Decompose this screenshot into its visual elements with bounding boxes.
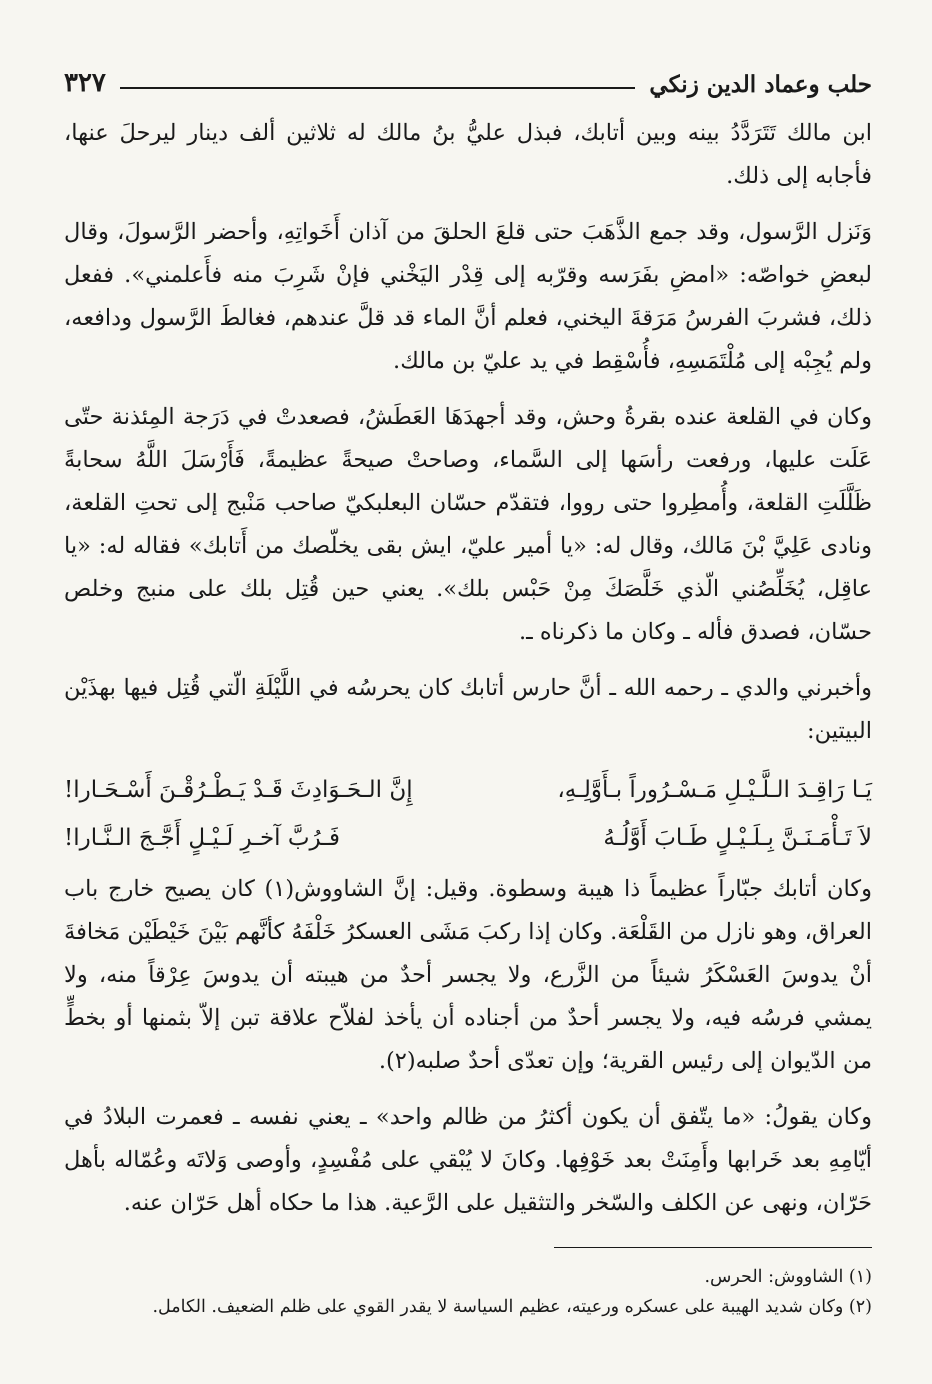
main-text [64, 112, 872, 1225]
verse-second-hemistich: إِنَّ الـحَـوَادِثَ قَـدْ يَـطْـرُقْـنَ أَسْـحَـارا! [64, 777, 413, 803]
paragraph: وكان في القلعة عنده بقرةُ وحش، وقد أجهدَهَا العَطَشُ، فصعدتْ في دَرَجة المِئذنة حتّى عَلَت عليها، ورفعت رأسَها إلى السَّماء، وصاحتْ صيحةً عظيمةً، فَأَرْسَلَ اللَّهُ سحابةً ظَلَّلَتِ القلعة، وأُمطِروا حتى رووا، فتقدّم حسّان البعلبكيّ صاحب مَنْبج إلى تحتِ القلعة، ونادى عَلِيَّ بْنَ مَالك، وقال له: «يا أمير عليّ، ايش بقى يخلّصك من أَتابك» فقاله له: «يا عاقِل، يُخَلِّصُني الّذي خَلَّصَكَ مِنْ حَبْس بلك». يعني حين قُتِل بلك على منبج وخلص حسّان، فصدق فأله ـ وكان ما ذكرناه ـ. [64, 404, 872, 645]
running-title: حلب وعماد الدين زنكي [649, 71, 872, 98]
verse-first-hemistich: يَـا رَاقِـدَ الـلَّـيْـلِ مَـسْـرُوراً بـأَوَّلِـهِ، [557, 777, 872, 803]
verse-line [64, 814, 872, 862]
paragraph: وكان أتابك جبّاراً عظيماً ذا هيبة وسطوة. وقيل: إنَّ الشاووش(١) كان يصيح خارج باب العراق، وهو نازل من القَلْعَة. وكان إذا ركبَ مَشَى العسكرُ خَلْفَهُ كأنَّهم بَيْنَ خَيْطَيْن مَخافةَ أنْ يدوسَ العَسْكَرُ شيئاً من الزَّرع، ولا يجسر أحدٌ من هيبته أن يدوسَ عِرْقاً منه، ولا يمشي فرسُه فيه، ولا يجسر أحدٌ من أجناده أن يأخذ لفلاّح علاقة تبن إلاّ بثمنها أو بخطٍّ من الدّيوان إلى رئيس القرية؛ وإن تعدّى أحدٌ صلبه(٢). [64, 876, 872, 1074]
paragraph: وَنَزل الرَّسول، وقد جمع الذَّهَبَ حتى قلعَ الحلقَ من آذان أَخَواتِهِ، وأحضر الرَّسولَ، وقال لبعضِ خواصّه: «امضِ بفَرَسه وقرّبه إلى قِدْر اليَخْني فإنْ شَرِبَ منه فأَعلمني». ففعل ذلك، فشربَ الفرسُ مَرَقةَ اليخني، فعلم أنَّ الماء قد قلَّ عندهم، فغالطَ الرَّسول ودافعه، ولم يُجِبْه إلى مُلْتَمَسِهِ، فأُسْقِط في يد عليّ بن مالك. [64, 219, 872, 374]
verse-first-hemistich: لاَ تَـأْمَـنَـنَّ بِـلَـيْـلٍ طَـابَ أَوَّلُـهُ [603, 825, 872, 851]
verse-line [64, 766, 872, 814]
footnotes [64, 1262, 872, 1322]
paragraph: ابن مالك تَتَرَدَّدُ بينه وبين أتابك، فبذل عليُّ بنُ مالك له ثلاثين ألف دينار ليرحلَ عنها، فأجابه إلى ذلك. [64, 120, 872, 189]
header-rule [120, 87, 636, 89]
page-header [64, 52, 872, 98]
poem-verses [64, 766, 872, 862]
page-number: ٣٢٧ [64, 68, 106, 98]
footnote-rule [554, 1247, 872, 1248]
paragraph: وأخبرني والدي ـ رحمه الله ـ أنَّ حارس أتابك كان يحرسُه في اللَّيْلَةِ الّتي قُتِل فيها بهذَيْن البيتين: [64, 675, 872, 744]
paragraph: وكان يقولُ: «ما يتّفق أن يكون أكثرُ من ظالم واحد» ـ يعني نفسه ـ فعمرت البلادُ في أيّامِهِ بعد خَرابها وأَمِنَتْ بعد خَوْفِها. وكانَ لا يُبْقي على مُفْسِدٍ، وأوصى وَلاتَه وعُمّاله بأهل حَرّان، ونهى عن الكلف والسّخر والتثقيل على الرَّعية. هذا ما حكاه أهل حَرّان عنه. [64, 1104, 872, 1216]
verse-second-hemistich: فَـرُبَّ آخـرِ لَـيْـلٍ أَجَّـجَ الـنَّـارا! [64, 825, 340, 851]
footnote: (٢) وكان شديد الهيبة على عسكره ورعيته، عظيم السياسة لا يقدر القوي على ظلم الضعيف. الكامل. [152, 1297, 872, 1317]
footnote: (١) الشاووش: الحرس. [704, 1267, 872, 1287]
